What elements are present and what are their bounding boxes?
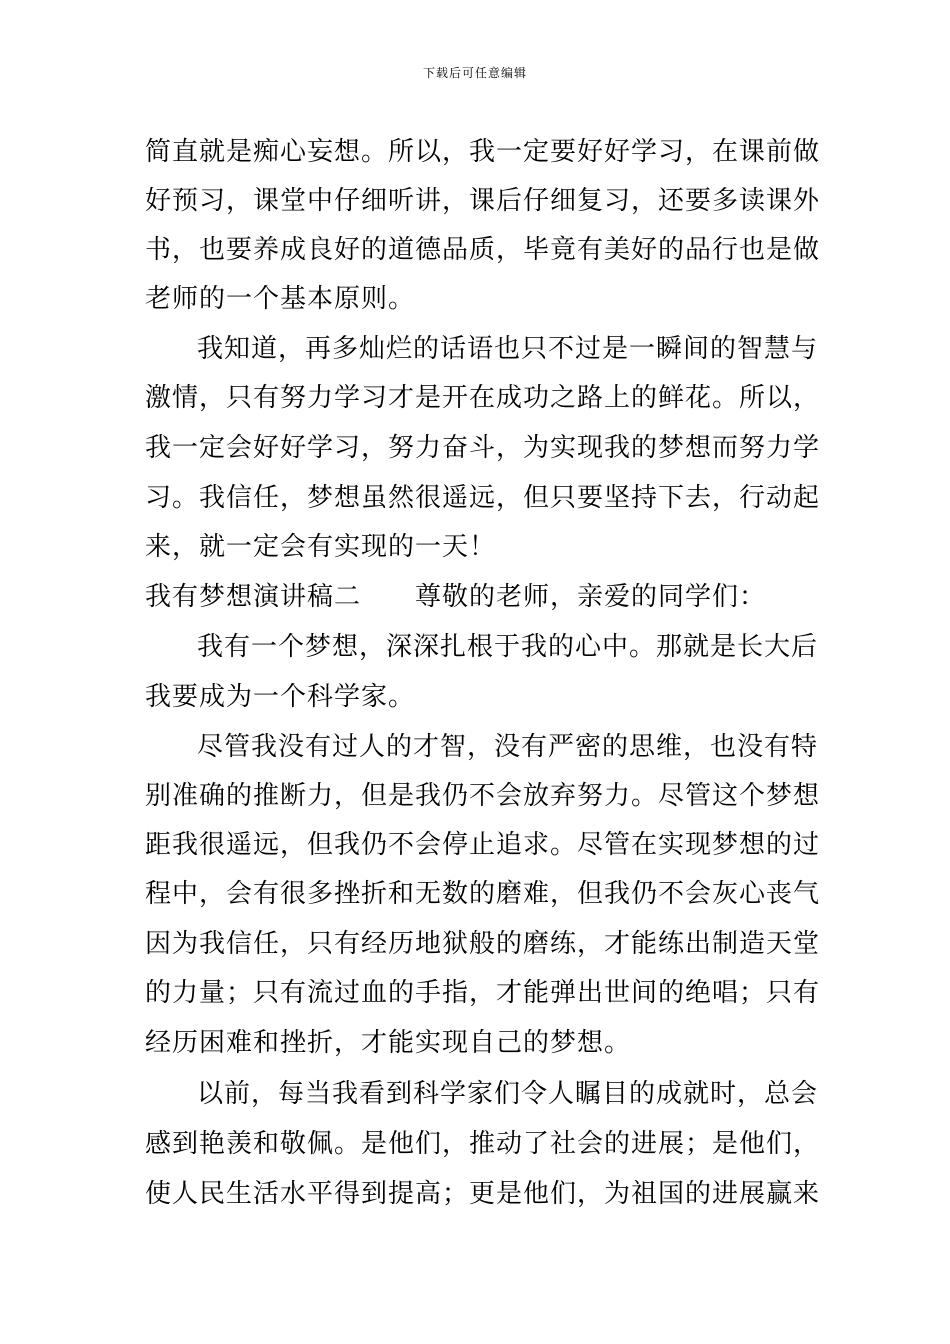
text-line: 来，就一定会有实现的一天！ — [145, 532, 497, 562]
text-line: 以前，每当我看到科学家们令人瞩目的成就时，总会 — [197, 1079, 819, 1109]
text-line: 尽管我没有过人的才智，没有严密的思维，也没有特 — [197, 732, 819, 762]
text-line: 老师的一个基本原则。 — [145, 284, 416, 314]
text-line: 好预习，课堂中仔细听讲，课后仔细复习，还要多读课外 — [145, 186, 821, 216]
page-header: 下载后可任意编辑 — [422, 66, 527, 80]
text-line: 习。我信任，梦想虽然很遥远，但只要坚持下去，行动起 — [145, 483, 821, 513]
text-line: 我要成为一个科学家。 — [145, 682, 416, 712]
text-line: 简直就是痴心妄想。所以，我一定要好好学习，在课前做 — [145, 137, 821, 167]
text-line: 感到艳羡和敬佩。是他们，推动了社会的进展；是他们， — [145, 1129, 821, 1159]
text-line: 激情，只有努力学习才是开在成功之路上的鲜花。所以， — [145, 383, 821, 413]
text-line: 我有一个梦想，深深扎根于我的心中。那就是长大后 — [197, 632, 819, 662]
text-line: 因为我信任，只有经历地狱般的磨练，才能练出制造天堂 — [145, 929, 821, 959]
text-line: 我知道，再多灿烂的话语也只不过是一瞬间的智慧与 — [197, 334, 819, 364]
section-heading-line: 我有梦想演讲稿二 尊敬的老师，亲爱的同学们： — [145, 582, 767, 612]
text-line: 别准确的推断力，但是我仍不会放弃努力。尽管这个梦想 — [145, 781, 821, 811]
text-line: 我一定会好好学习，努力奋斗，为实现我的梦想而努力学 — [145, 433, 821, 463]
text-line: 经历困难和挫折，才能实现自己的梦想。 — [145, 1028, 632, 1058]
text-line: 使人民生活水平得到提高；更是他们，为祖国的进展赢来 — [145, 1179, 821, 1209]
text-line: 的力量；只有流过血的手指，才能弹出世间的绝唱；只有 — [145, 978, 821, 1008]
text-line: 距我很遥远，但我仍不会停止追求。尽管在实现梦想的过 — [145, 830, 821, 860]
text-line: 程中，会有很多挫折和无数的磨难，但我仍不会灰心丧气 — [145, 879, 821, 909]
text-line: 书，也要养成良好的道德品质，毕竟有美好的品行也是做 — [145, 235, 821, 265]
